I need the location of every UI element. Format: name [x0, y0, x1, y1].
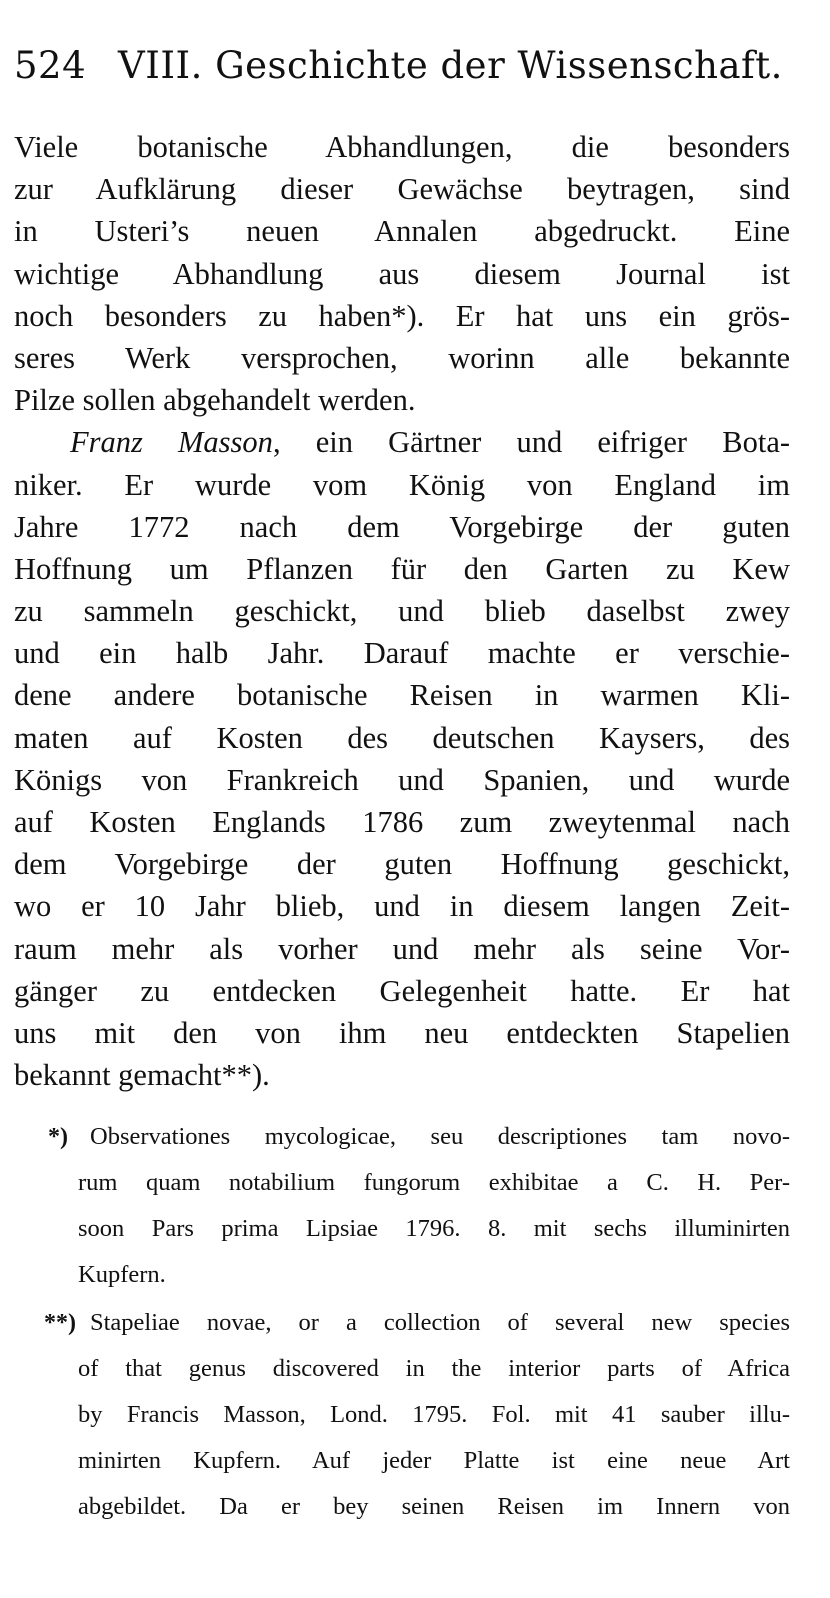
text-line: Viele botanische Abhandlungen, die besonders [14, 130, 790, 164]
text-line: niker. Er wurde vom König von England im [14, 467, 790, 502]
text-line: auf Kosten Englands 1786 zum zweytenmal nach [14, 805, 790, 839]
text-line: bekannt gemacht**). [14, 1058, 270, 1093]
text-line: zur Aufklärung dieser Gewächse beytragen, sind [14, 172, 790, 207]
text-line: Hoffnung um Pflanzen für den Garten zu Kew [14, 551, 790, 586]
footnote-mark: *) [48, 1124, 68, 1150]
text-line: seres Werk versprochen, worinn alle bekannte [14, 340, 790, 375]
text-line: noch besonders zu haben*). Er hat uns ein grös- [14, 298, 790, 333]
person-name: Franz Masson [70, 425, 273, 460]
footnote-line: Kupfern. [78, 1261, 166, 1288]
text-line: gänger zu entdecken Gelegenheit hatte. Er hat [14, 973, 790, 1008]
text-line: raum mehr als vorher und mehr als seine Vor- [14, 931, 790, 966]
footnote-line: by Francis Masson, Lond. 1795. Fol. mit 41 sauber illu- [78, 1401, 790, 1428]
text-line: Pilze sollen abgehandelt werden. [14, 383, 416, 418]
paragraph-1 [14, 126, 790, 421]
footnote-1 [0, 1114, 830, 1298]
text-line: Jahre 1772 nach dem Vorgebirge der guten [14, 509, 790, 544]
footnote-line: of that genus discovered in the interior parts of Africa [78, 1355, 790, 1382]
running-header [14, 44, 783, 87]
text-line: wichtige Abhandlung aus diesem Journal ist [14, 256, 790, 291]
text-fragment: , ein Gärtner und eifriger Bota- [272, 425, 791, 460]
footnote-line: soon Pars prima Lipsiae 1796. 8. mit sechs illuminirten [78, 1215, 790, 1242]
footnote-line: Observationes mycologicae, seu descriptiones tam novo- [90, 1123, 790, 1150]
page-number: 524 [14, 44, 87, 87]
text-line: zu sammeln geschickt, und blieb daselbst zwey [14, 594, 790, 629]
footnotes [0, 1114, 830, 1530]
footnote-2 [0, 1300, 830, 1530]
text-line [14, 421, 790, 463]
text-line: und ein halb Jahr. Darauf machte er verschie- [14, 636, 790, 671]
footnote-line: Stapeliae novae, or a collection of several new species [90, 1309, 790, 1336]
text-line: uns mit den von ihm neu entdeckten Stapelien [14, 1015, 790, 1050]
text-line: wo er 10 Jahr blieb, und in diesem langen Zeit- [14, 889, 790, 924]
running-title: VIII. Geschichte der Wissenschaft. [118, 44, 783, 87]
text-line: in Usteri’s neuen Annalen abgedruckt. Eine [14, 214, 790, 249]
text-line: maten auf Kosten des deutschen Kaysers, des [14, 720, 790, 755]
text-line: dem Vorgebirge der guten Hoffnung geschickt, [14, 847, 790, 882]
footnote-line: rum quam notabilium fungorum exhibitae a C. H. Per- [78, 1169, 790, 1196]
paragraph-2 [14, 421, 790, 1096]
footnote-line: abgebildet. Da er bey seinen Reisen im Innern von [78, 1493, 790, 1520]
footnote-mark: **) [44, 1310, 76, 1336]
main-text [14, 126, 790, 1096]
text-line: dene andere botanische Reisen in warmen Kli- [14, 678, 790, 713]
footnote-line: minirten Kupfern. Auf jeder Platte ist eine neue Art [78, 1447, 790, 1474]
text-line: Königs von Frankreich und Spanien, und wurde [14, 762, 790, 797]
